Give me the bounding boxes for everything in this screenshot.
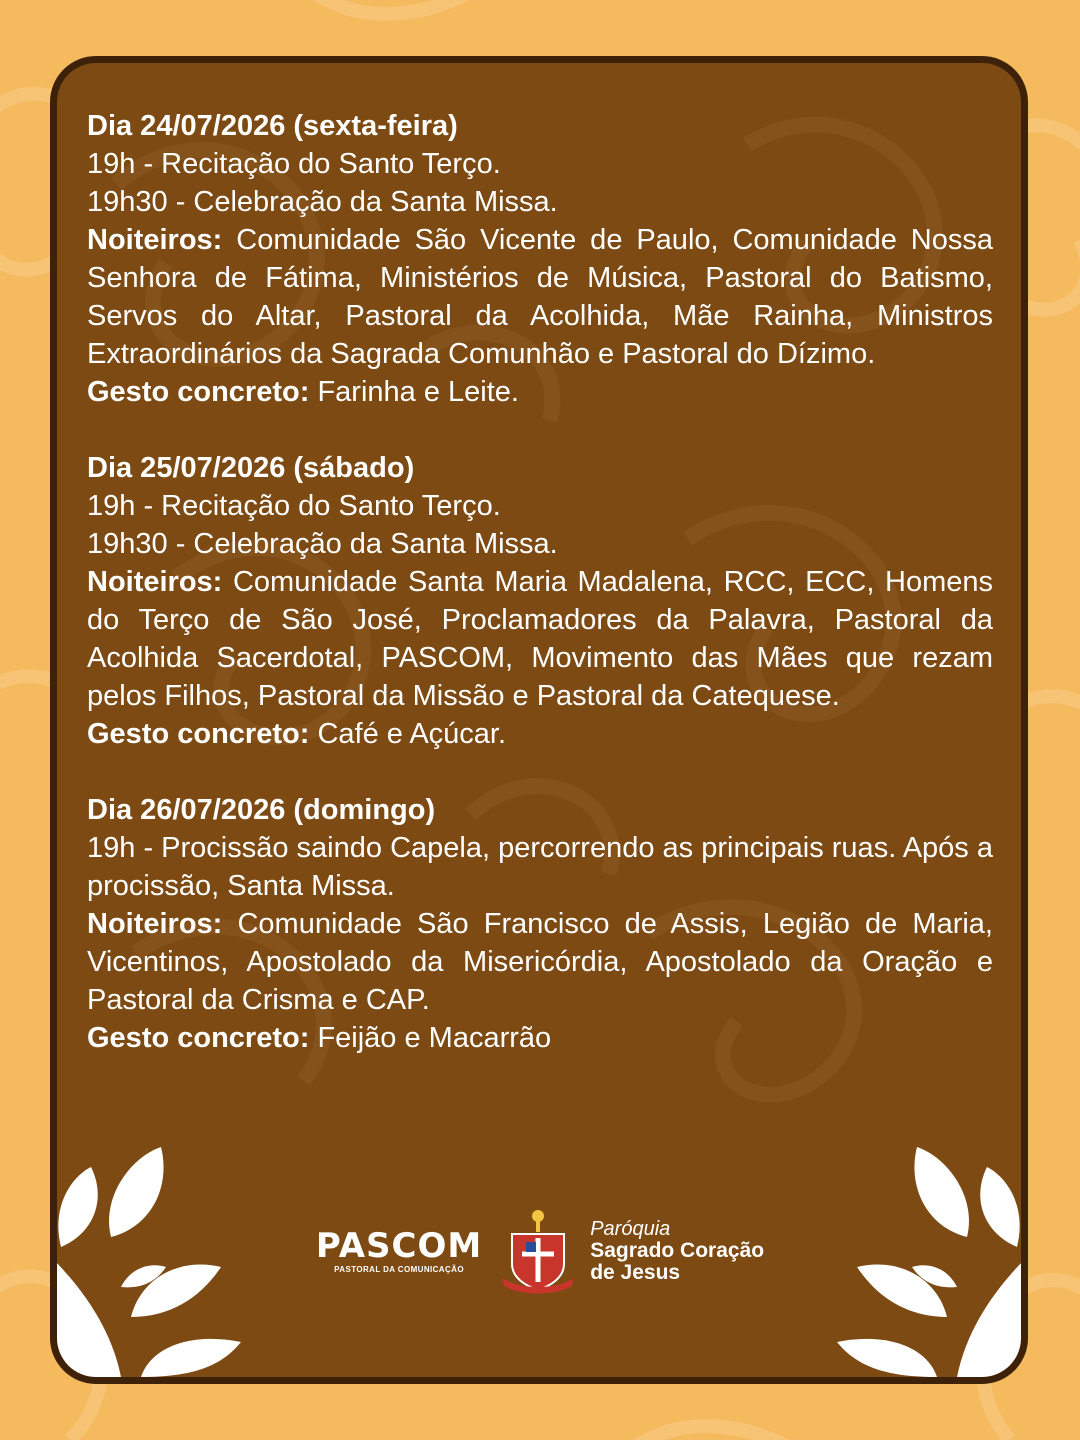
pascom-subtitle: PASTORAL DA COMUNICAÇÃO [334, 1264, 464, 1274]
schedule-line: 19h30 - Celebração da Santa Missa. [87, 528, 558, 560]
program-card [50, 56, 1028, 1384]
noiteiros-paragraph [87, 221, 993, 373]
noiteiros-paragraph [87, 563, 993, 715]
schedule-line: 19h - Procissão saindo Capela, percorrendo as principais ruas. Após a procissão, Santa Missa. [87, 832, 993, 902]
gesto-label: Gesto concreto: [87, 718, 310, 750]
parish-line-3: de Jesus [590, 1261, 681, 1284]
schedule-content [87, 107, 993, 1095]
schedule-line: 19h - Recitação do Santo Terço. [87, 490, 501, 522]
noiteiros-paragraph [87, 905, 993, 1019]
parish-name [590, 1218, 764, 1284]
pascom-wordmark: PASCOM [315, 1225, 483, 1266]
gesto-text: Café e Açúcar. [317, 718, 507, 750]
gesto-text: Farinha e Leite. [317, 376, 519, 408]
gesto-paragraph [87, 715, 993, 753]
noiteiros-label: Noiteiros: [87, 908, 223, 940]
footer-logos [0, 1208, 1080, 1294]
gesto-text: Feijão e Macarrão [317, 1022, 552, 1054]
parish-line-1: Paróquia [590, 1218, 671, 1240]
day-title: Dia 24/07/2026 (sexta-feira) [87, 110, 458, 142]
parish-line-2: Sagrado Coração [590, 1239, 765, 1262]
pascom-logo [315, 1225, 483, 1274]
noiteiros-label: Noiteiros: [87, 224, 223, 256]
gesto-paragraph [87, 373, 993, 411]
gesto-label: Gesto concreto: [87, 1022, 310, 1054]
day-title: Dia 26/07/2026 (domingo) [87, 794, 436, 826]
day-section-1 [87, 107, 993, 411]
day-section-3 [87, 791, 993, 1057]
gesto-paragraph [87, 1019, 993, 1057]
schedule-line: 19h - Recitação do Santo Terço. [87, 148, 501, 180]
noiteiros-text: Comunidade Santa Maria Madalena, RCC, ECC, Homens do Terço de São José, Proclamadores da Palavra, Pastoral da Acolhida Sacerdotal, PASCOM, Movimento das Mães que rezam pelos Filhos, Pastoral da Missão e Pastoral da Catequese. [87, 566, 993, 712]
parish-crest-icon [500, 1208, 576, 1294]
day-section-2 [87, 449, 993, 753]
noiteiros-text: Comunidade São Vicente de Paulo, Comunidade Nossa Senhora de Fátima, Ministérios de Música, Pastoral do Batismo, Servos do Altar, Pastoral da Acolhida, Mãe Rainha, Ministros Extraordinários da Sagrada Comunhão e Pastoral do Dízimo. [87, 224, 994, 370]
day-title: Dia 25/07/2026 (sábado) [87, 452, 415, 484]
noiteiros-label: Noiteiros: [87, 566, 223, 598]
gesto-label: Gesto concreto: [87, 376, 310, 408]
noiteiros-text: Comunidade São Francisco de Assis, Legião de Maria, Vicentinos, Apostolado da Misericórdia, Apostolado da Oração e Pastoral da Crisma e CAP. [87, 908, 993, 1016]
schedule-line: 19h30 - Celebração da Santa Missa. [87, 186, 558, 218]
